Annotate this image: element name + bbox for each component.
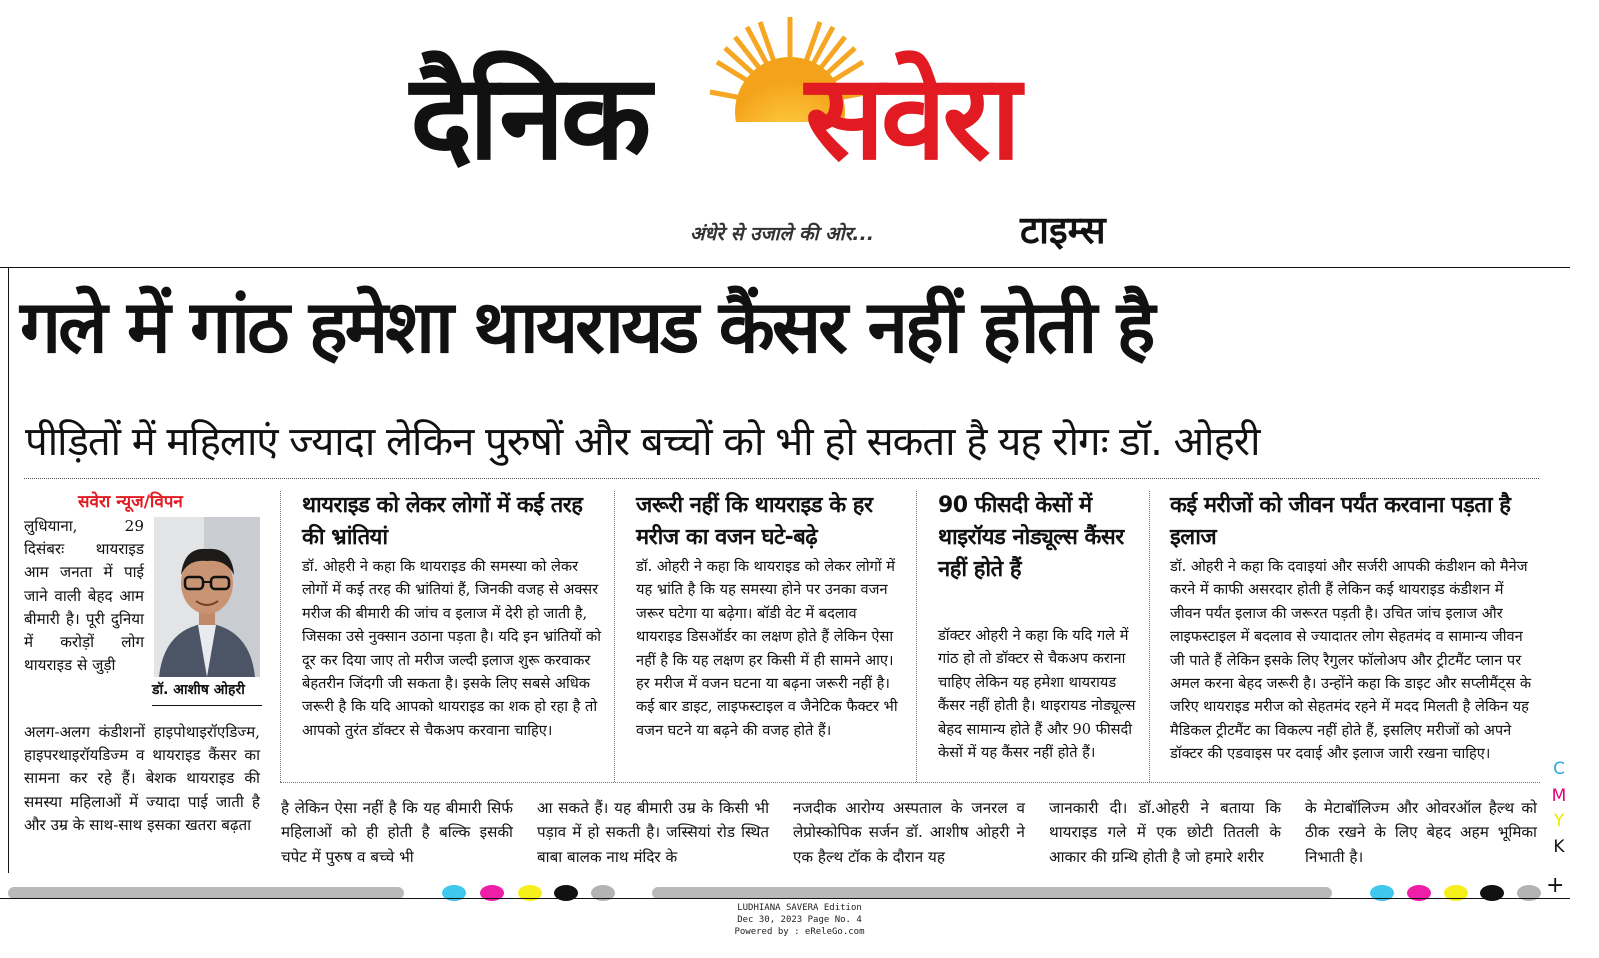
continuation-col-3: नजदीक आरोग्य अस्पताल के जनरल व लेप्रोस्कोपिक सर्जन डॉ. आशीष ओहरी ने एक हैल्थ टॉक के दौरान यह	[793, 799, 1025, 866]
section-heading-3: 90 फीसदी केसों में थाइरॉयड नोड्यूल्स कैंसर नहीं होते हैं	[938, 493, 1124, 582]
portrait-icon	[154, 517, 260, 677]
footer-edition: LUDHIANA SAVERA Edition	[737, 903, 862, 913]
section-heading-1: थायराइड को लेकर लोगों में कई तरह की भ्रांतियां	[302, 493, 583, 550]
box-left-border	[280, 491, 281, 782]
bottom-rule	[0, 898, 1570, 899]
divider	[24, 478, 1539, 479]
footer-date-page: Dec 30, 2023 Page No. 4	[737, 915, 862, 925]
logo-dainik: दैनिक	[410, 48, 648, 186]
continuation-col-1: है लेकिन ऐसा नहीं है कि यह बीमारी सिर्फ महिलाओं को ही होती है बल्कि इसकी चपेट में पुरुष व बच्चे भी	[281, 799, 513, 866]
subheadline: पीड़ितों में महिलाएं ज्यादा लेकिन पुरुषों और बच्चों को भी हो सकता है यह रोगः डॉ. ओहरी	[25, 419, 1260, 465]
section-heading-4: कई मरीजों को जीवन पर्यंत करवाना पड़ता है इलाज	[1170, 493, 1511, 550]
box-divider-2	[916, 491, 917, 782]
logo-times: टाइम्स	[1020, 208, 1106, 252]
section-text-3: डॉक्टर ओहरी ने कहा कि यदि गले में गांठ हो तो डॉक्टर से चैकअप कराना चाहिए लेकिन यह हमेशा थायरायड कैंसर नहीं होती है। थाइरायड नोड्यूल्स बेहद सामान्य होते हैं और 90 फीसदी केसों में यह कैंसर नहीं होते हैं।	[938, 627, 1136, 762]
headline: गले में गांठ हमेशा थायरायड कैंसर नहीं होती है	[20, 285, 1153, 370]
registration-plus-mark: +	[1546, 873, 1565, 898]
cmyk-y: Y	[1553, 811, 1565, 831]
continuation-col-4: जानकारी दी। डॉ.ओहरी ने बताया कि थायराइड गले में एक छोटी तितली के आकार की ग्रन्थि होती है जो हमारे शरीर	[1049, 799, 1281, 866]
intro-text-wide: अलग-अलग कंडीशनों हाइपोथाइरॉएडिज्म, हाइपरथाइरॉयडिज्म व थायराइड कैंसर का सामना कर रहे हैं। बेशक थायराइड की समस्या महिलाओं में ज्यादा पाई जाती है और उम्र के साथ-साथ इसका खतरा बढ़ता	[24, 723, 260, 834]
photo-caption: डॉ. आशीष ओहरी	[152, 682, 245, 698]
box-divider-1	[614, 491, 615, 782]
logo-savera: सवेरा	[805, 48, 1018, 186]
page-footer	[0, 902, 1599, 938]
left-rule	[8, 267, 9, 873]
cmyk-m: M	[1551, 786, 1567, 806]
cmyk-k: K	[1553, 837, 1565, 857]
top-rule	[0, 267, 1570, 268]
masthead	[0, 0, 1599, 268]
cmyk-c: C	[1553, 759, 1565, 779]
doctor-photo	[154, 517, 260, 677]
continuation-col-2: आ सकते हैं। यह बीमारी उम्र के किसी भी पड़ाव में हो सकती है। जस्सियां रोड स्थित बाबा बालक नाथ मंदिर के	[537, 799, 769, 866]
section-text-4: डॉ. ओहरी ने कहा कि दवाइयां और सर्जरी आपकी कंडीशन को मैनेज करने में काफी असरदार होती हैं लेकिन कई थायराइड कंडीशन में जीवन पर्यंत इलाज की जरूरत पड़ती है। उचित जांच इलाज और लाइफस्टाइल में बदलाव से ज्यादातर लोग सेहतमंद व सामान्य जीवन जी पाते हैं लेकिन इसके लिए रैगुलर फॉलोअप और ट्रीटमैंट प्लान पर अमल करना बेहद जरूरी है। उन्होंने कहा कि डाइट और सप्लीमैंट्स के जरिए थायराइड मरीज को सेहतमंद रहने में मदद मिलती है लेकिन यह मैडिकल ट्रीटमैंट का विकल्प नहीं होते हैं, इसलिए मरीजों को अपने डॉक्टर की एडवाइस पर दवाई और इलाज जारी रखना चाहिए।	[1170, 558, 1532, 763]
section-text-1: डॉ. ओहरी ने कहा कि थायराइड की समस्या को लेकर लोगों में कई तरह की भ्रांतियां हैं, जिनकी वजह से अक्सर मरीज की बीमारी की जांच व इलाज में देरी हो जाती है, जिसका उसे नुक्सान उठाना पड़ता है। यदि इन भ्रांतियों को दूर कर दिया जाए तो मरीज जल्दी इलाज शुरू करवाकर बेहतरीन जिंदगी जी सकता है। इसके लिए सबसे अधिक जरूरी है कि यदि आपको थायराइड का शक हो रहा है तो आपको तुरंत डॉक्टर से चैकअप करवाना चाहिए।	[302, 558, 602, 739]
byline: सवेरा न्यूज/विपन	[78, 492, 183, 512]
box-divider-3	[1149, 491, 1150, 782]
section-heading-2: जरूरी नहीं कि थायराइड के हर मरीज का वजन घटे-बढ़े	[636, 493, 873, 550]
intro-text-narrow: लुधियाना, 29 दिसंबरः थायराइड आम जनता में पाई जाने वाली बेहद आम बीमारी है। पूरी दुनिया में करोड़ों लोग थायराइड से जुड़ी	[24, 517, 144, 675]
footer-powered-by: Powered by : eReleGo.com	[734, 927, 865, 937]
box-bottom-border	[280, 782, 1540, 783]
continuation-col-5: के मेटाबॉलिज्म और ओवरऑल हैल्थ को ठीक रखने के लिए बेहद अहम भूमिका निभाती है।	[1305, 799, 1537, 866]
section-text-2: डॉ. ओहरी ने कहा कि थायराइड को लेकर लोगों में यह भ्रांति है कि यह समस्या होने पर उनका वजन जरूर घटेगा या बढ़ेगा। बॉडी वेट में बदलाव थायराइड डिसऑर्डर का लक्षण होते हैं लेकिन ऐसा नहीं है कि यह लक्षण हर किसी में ही सामने आए। हर मरीज में वजन घटना या बढ़ना जरूरी नहीं है। कई बार डाइट, लाइफस्टाइल व जैनेटिक फैक्टर भी वजन घटने या बढ़ने की वजह होते हैं।	[636, 558, 898, 739]
logo-tagline: अंधेरे से उजाले की ओर...	[690, 223, 874, 245]
caption-rule	[152, 705, 262, 706]
